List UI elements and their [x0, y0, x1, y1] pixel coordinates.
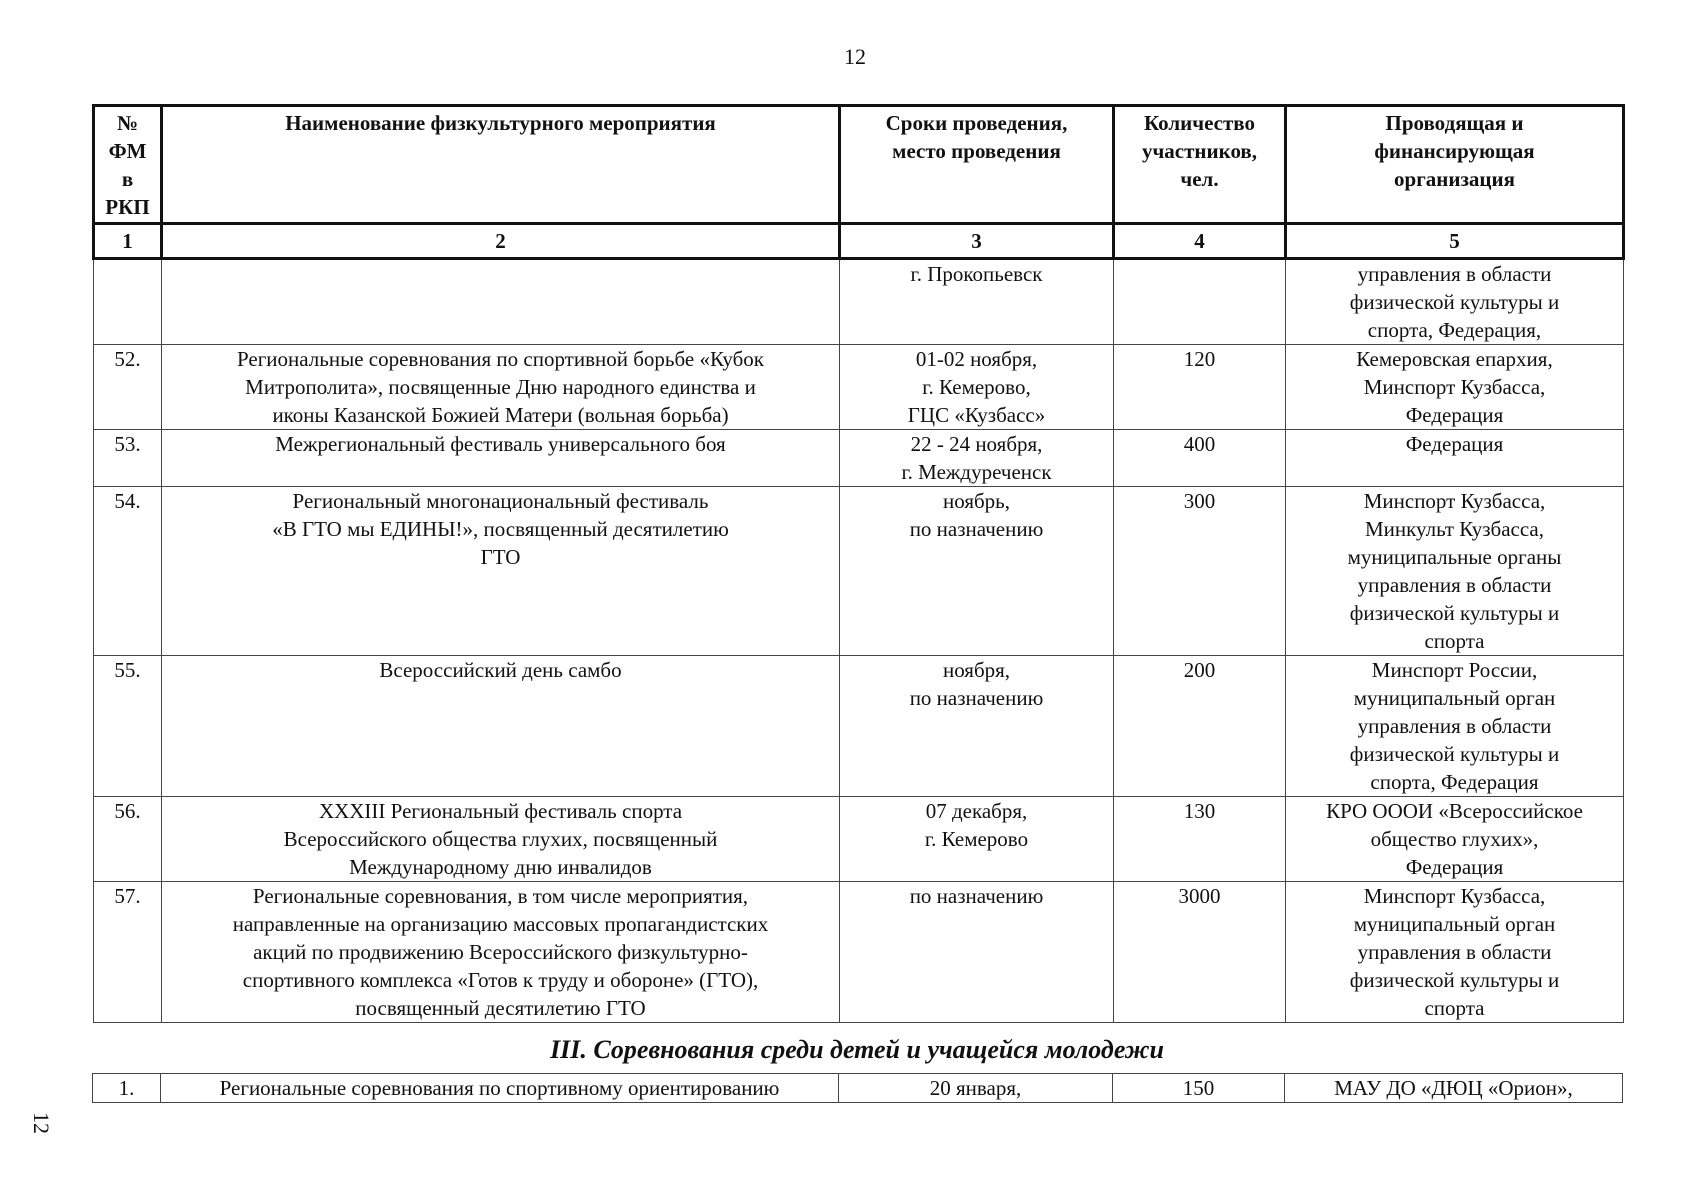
- page-number-side: 12: [29, 1112, 54, 1134]
- row-number: 57.: [94, 882, 162, 1023]
- event-name: Региональные соревнования по спортивному ориентированию: [161, 1074, 839, 1103]
- row-number: 55.: [94, 656, 162, 797]
- page-number-top: 12: [844, 44, 866, 69]
- header-name: Наименование физкультурного мероприятия: [162, 106, 840, 224]
- organization: Минспорт Кузбасса, Минкульт Кузбасса, муниципальные органы управления в области физической культуры и спорта: [1286, 487, 1624, 656]
- participant-count: 120: [1114, 345, 1286, 430]
- row-number: 54.: [94, 487, 162, 656]
- header-row: [94, 106, 1624, 224]
- event-dates: 20 января,: [839, 1074, 1113, 1103]
- participant-count: 150: [1113, 1074, 1285, 1103]
- event-name: Региональный многонациональный фестиваль «В ГТО мы ЕДИНЫ!», посвященный десятилетию ГТО: [162, 487, 840, 656]
- event-dates: 01-02 ноября, г. Кемерово, ГЦС «Кузбасс»: [840, 345, 1114, 430]
- row-number: [94, 259, 162, 345]
- participant-count: 130: [1114, 797, 1286, 882]
- table-row: [94, 797, 1624, 882]
- column-number-row: [94, 224, 1624, 259]
- organization: управления в области физической культуры и спорта, Федерация,: [1286, 259, 1624, 345]
- event-name: Всероссийский день самбо: [162, 656, 840, 797]
- organization: Минспорт России, муниципальный орган управления в области физической культуры и спорта, Федерация: [1286, 656, 1624, 797]
- column-number: 1: [94, 224, 162, 259]
- column-number: 5: [1286, 224, 1624, 259]
- section-title: III. Соревнования среди детей и учащейся молодежи: [550, 1035, 1164, 1064]
- organization: Минспорт Кузбасса, муниципальный орган управления в области физической культуры и спорта: [1286, 882, 1624, 1023]
- header-number: № ФМ в РКП: [94, 106, 162, 224]
- event-dates: г. Прокопьевск: [840, 259, 1114, 345]
- events-table: [92, 104, 1625, 1023]
- event-dates: ноября, по назначению: [840, 656, 1114, 797]
- column-number: 4: [1114, 224, 1286, 259]
- event-dates: ноябрь, по назначению: [840, 487, 1114, 656]
- event-dates: 22 - 24 ноября, г. Междуреченск: [840, 430, 1114, 487]
- organization: Федерация: [1286, 430, 1624, 487]
- organization: МАУ ДО «ДЮЦ «Орион»,: [1285, 1074, 1623, 1103]
- row-number: 53.: [94, 430, 162, 487]
- participant-count: 400: [1114, 430, 1286, 487]
- table-row: [94, 345, 1624, 430]
- event-name: Межрегиональный фестиваль универсального боя: [162, 430, 840, 487]
- row-number: 52.: [94, 345, 162, 430]
- organization: КРО ОООИ «Всероссийское общество глухих», Федерация: [1286, 797, 1624, 882]
- table-row: [94, 656, 1624, 797]
- event-name: Региональные соревнования по спортивной борьбе «Кубок Митрополита», посвященные Дню народного единства и иконы Казанской Божией Матери (вольная борьба): [162, 345, 840, 430]
- event-name: Региональные соревнования, в том числе мероприятия, направленные на организацию массовых пропагандистских акций по продвижению Всероссийского физкультурно- спортивного комплекса «Готов к труду и обороне» (ГТО), посвященный десятилетию ГТО: [162, 882, 840, 1023]
- table-row: [93, 1074, 1623, 1103]
- participant-count: 3000: [1114, 882, 1286, 1023]
- row-number: 1.: [93, 1074, 161, 1103]
- event-dates: 07 декабря, г. Кемерово: [840, 797, 1114, 882]
- table-row: [94, 487, 1624, 656]
- header-dates: Сроки проведения, место проведения: [840, 106, 1114, 224]
- section-table: [92, 1073, 1623, 1103]
- participant-count: 200: [1114, 656, 1286, 797]
- event-dates: по назначению: [840, 882, 1114, 1023]
- header-count: Количество участников, чел.: [1114, 106, 1286, 224]
- table-row: [94, 259, 1624, 345]
- column-number: 3: [840, 224, 1114, 259]
- table-row: [94, 430, 1624, 487]
- participant-count: 300: [1114, 487, 1286, 656]
- table-row: [94, 882, 1624, 1023]
- column-number: 2: [162, 224, 840, 259]
- event-name: XXXIII Региональный фестиваль спорта Всероссийского общества глухих, посвященный Международному дню инвалидов: [162, 797, 840, 882]
- participant-count: [1114, 259, 1286, 345]
- row-number: 56.: [94, 797, 162, 882]
- event-name: [162, 259, 840, 345]
- header-organization: Проводящая и финансирующая организация: [1286, 106, 1624, 224]
- organization: Кемеровская епархия, Минспорт Кузбасса, Федерация: [1286, 345, 1624, 430]
